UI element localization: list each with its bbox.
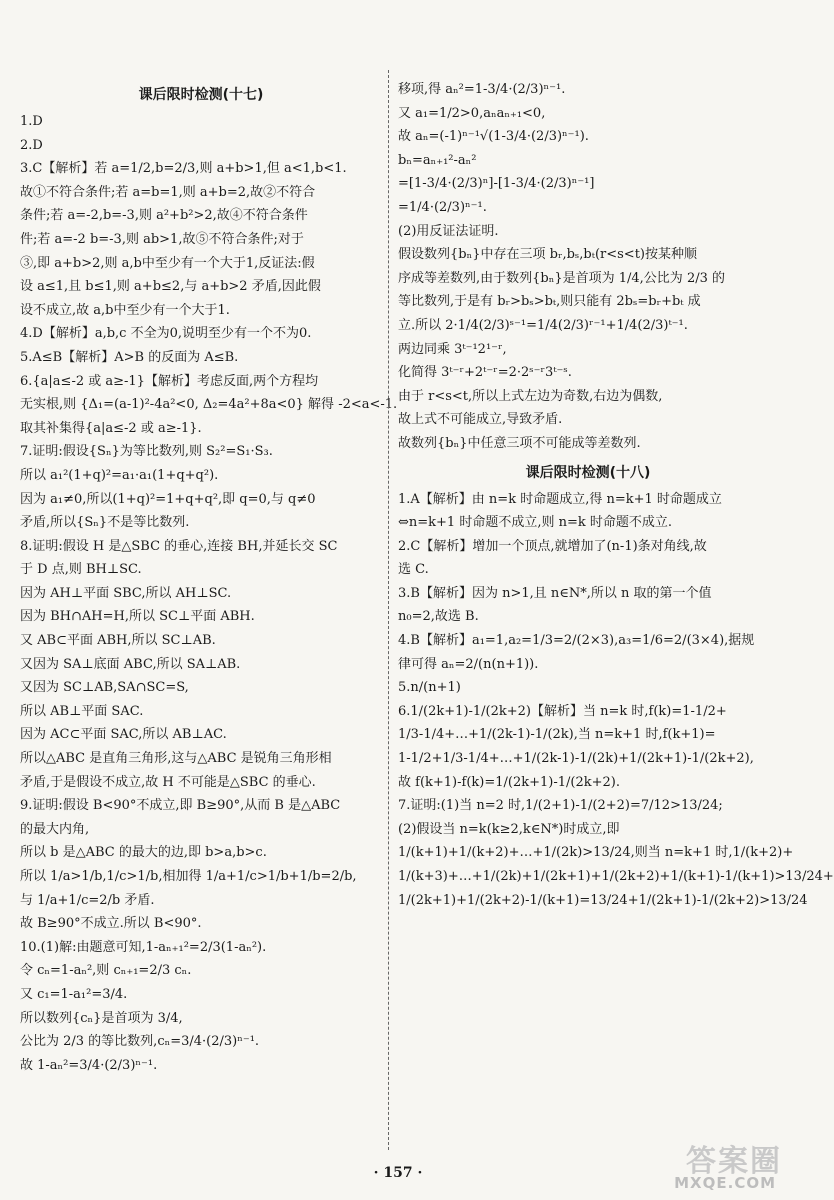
text-line: 2.C【解析】增加一个顶点,就增加了(n-1)条对角线,故 — [398, 538, 707, 554]
text-line: (2)用反证法证明. — [398, 223, 499, 239]
text-line: 因为 AC⊂平面 SAC,所以 AB⊥AC. — [20, 727, 227, 743]
text-line: =[1-3/4·(2/3)ⁿ]-[1-3/4·(2/3)ⁿ⁻¹] — [398, 176, 595, 192]
text-line: 1/(2k+1)+1/(2k+2)-1/(k+1)=13/24+1/(2k+1)-1/(2k+2)>13/24 — [398, 892, 808, 908]
text-line: 所以 1/a>1/b,1/c>1/b,相加得 1/a+1/c>1/b+1/b=2/b, — [20, 869, 357, 884]
text-line: 2.D — [20, 137, 43, 153]
text-line: 所以 b 是△ABC 的最大的边,即 b>a,b>c. — [20, 845, 267, 861]
text-line: 设 a≤1,且 b≤1,则 a+b≤2,与 a+b>2 矛盾,因此假 — [20, 279, 321, 295]
text-line: ⇔n=k+1 时命题不成立,则 n=k 时命题不成立. — [398, 515, 673, 531]
text-line: 移项,得 aₙ²=1-3/4·(2/3)ⁿ⁻¹. — [398, 82, 566, 97]
text-line: 于 D 点,则 BH⊥SC. — [20, 562, 142, 578]
text-line: 3.C【解析】若 a=1/2,b=2/3,则 a+b>1,但 a<1,b<1. — [20, 161, 347, 177]
watermark-text: 答案圈 — [686, 1144, 782, 1179]
text-line: 9.证明:假设 B<90°不成立,即 B≥90°,从而 B 是△ABC — [20, 798, 341, 814]
text-line: 3.B【解析】因为 n>1,且 n∈N*,所以 n 取的第一个值 — [398, 585, 712, 601]
text-line: 所以△ABC 是直角三角形,这与△ABC 是锐角三角形相 — [20, 751, 332, 767]
text-line: 7.证明:假设{Sₙ}为等比数列,则 S₂²=S₁·S₃. — [20, 444, 273, 460]
text-line: 故 aₙ=(-1)ⁿ⁻¹√(1-3/4·(2/3)ⁿ⁻¹). — [398, 129, 589, 145]
right-bottom-lines — [398, 488, 834, 913]
right-column — [398, 78, 834, 912]
text-line: =1/4·(2/3)ⁿ⁻¹. — [398, 199, 487, 215]
text-line: 10.(1)解:由题意可知,1-aₙ₊₁²=2/3(1-aₙ²). — [20, 939, 267, 955]
text-line: 1/(k+3)+…+1/(2k)+1/(2k+1)+1/(2k+2)+1/(k+1)-1/(k+1)>13/24+ — [398, 869, 834, 884]
text-line: 故数列{bₙ}中任意三项不可能成等差数列. — [398, 435, 641, 451]
text-line: 所以数列{cₙ}是首项为 3/4, — [20, 1010, 183, 1026]
text-line: 1/(k+1)+1/(k+2)+…+1/(2k)>13/24,则当 n=k+1 时,1/(k+2)+ — [398, 845, 794, 861]
text-line: 与 1/a+1/c=2/b 矛盾. — [20, 892, 155, 908]
watermark-logo — [634, 1136, 782, 1192]
text-line: 序成等差数列,由于数列{bₙ}是首项为 1/4,公比为 2/3 的 — [398, 270, 725, 286]
text-line: 因为 AH⊥平面 SBC,所以 AH⊥SC. — [20, 585, 232, 601]
text-line: 4.D【解析】a,b,c 不全为0,说明至少有一个不为0. — [20, 326, 312, 342]
text-line: bₙ=aₙ₊₁²-aₙ² — [398, 152, 477, 168]
text-line: 1.A【解析】由 n=k 时命题成立,得 n=k+1 时命题成立 — [398, 491, 722, 507]
right-top-lines — [398, 78, 778, 456]
text-line: 律可得 aₙ=2/(n(n+1)). — [398, 656, 539, 672]
text-line: 矛盾,于是假设不成立,故 H 不可能是△SBC 的垂心. — [20, 774, 316, 790]
text-line: 取其补集得{a|a≤-2 或 a≥-1}. — [20, 420, 202, 436]
text-line: 又因为 SC⊥AB,SA∩SC=S, — [20, 680, 189, 696]
text-line: 矛盾,所以{Sₙ}不是等比数列. — [20, 515, 190, 531]
section-title-17: 课后限时检测(十七) — [138, 87, 264, 103]
text-line: 件;若 a=-2 b=-3,则 ab>1,故⑤不符合条件;对于 — [20, 231, 304, 247]
text-line: 所以 a₁²(1+q)²=a₁·a₁(1+q+q²). — [20, 467, 219, 483]
text-line: 条件;若 a=-2,b=-3,则 a²+b²>2,故④不符合条件 — [20, 208, 308, 224]
text-line: 无实根,则 {Δ₁=(a-1)²-4a²<0, Δ₂=4a²+8a<0} 解得 -2<a<-1. — [20, 397, 398, 413]
text-line: 故 B≥90°不成立.所以 B<90°. — [20, 916, 202, 932]
text-line: 5.n/(n+1) — [398, 680, 461, 696]
text-line: 因为 a₁≠0,所以(1+q)²=1+q+q²,即 q=0,与 q≠0 — [20, 491, 316, 507]
text-line: (2)假设当 n=k(k≥2,k∈N*)时成立,即 — [398, 821, 620, 837]
column-divider — [388, 70, 389, 1150]
text-line: 又 AB⊂平面 ABH,所以 SC⊥AB. — [20, 633, 216, 649]
text-line: 故 1-aₙ²=3/4·(2/3)ⁿ⁻¹. — [20, 1057, 158, 1073]
text-line: 设不成立,故 a,b中至少有一个大于1. — [20, 302, 230, 318]
text-line: 化简得 3ᵗ⁻ʳ+2ᵗ⁻ʳ=2·2ˢ⁻ʳ3ᵗ⁻ˢ. — [398, 365, 572, 381]
page-number: · 157 · — [373, 1165, 423, 1181]
text-line: 故①不符合条件;若 a=b=1,则 a+b=2,故②不符合 — [20, 184, 316, 200]
text-line: 故上式不可能成立,导致矛盾. — [398, 412, 563, 428]
text-line: 选 C. — [398, 562, 429, 578]
left-lines — [20, 110, 398, 1077]
text-line: 由于 r<s<t,所以上式左边为奇数,右边为偶数, — [398, 388, 663, 404]
text-line: 两边同乘 3ᵗ⁻¹2¹⁻ʳ, — [398, 341, 507, 357]
text-line: 因为 BH∩AH=H,所以 SC⊥平面 ABH. — [20, 609, 255, 625]
text-line: ③,即 a+b>2,则 a,b中至少有一个大于1,反证法:假 — [20, 255, 315, 271]
text-line: 所以 AB⊥平面 SAC. — [20, 703, 144, 719]
text-line: 8.证明:假设 H 是△SBC 的垂心,连接 BH,并延长交 SC — [20, 538, 338, 554]
text-line: 6.{a|a≤-2 或 a≥-1}【解析】考虑反面,两个方程均 — [20, 373, 319, 389]
text-line: 7.证明:(1)当 n=2 时,1/(2+1)-1/(2+2)=7/12>13/24; — [398, 798, 723, 814]
text-line: 又 a₁=1/2>0,aₙaₙ₊₁<0, — [398, 105, 546, 121]
text-line: 立.所以 2·1/4(2/3)ˢ⁻¹=1/4(2/3)ʳ⁻¹+1/4(2/3)ᵗ⁻¹. — [398, 317, 688, 333]
text-line: 1-1/2+1/3-1/4+…+1/(2k-1)-1/(2k)+1/(2k+1)-1/(2k+2), — [398, 751, 754, 767]
text-line: 的最大内角, — [20, 821, 90, 837]
section-title-18: 课后限时检测(十八) — [525, 464, 651, 481]
text-line: 又因为 SA⊥底面 ABC,所以 SA⊥AB. — [20, 656, 241, 672]
text-line: 1/3-1/4+…+1/(2k-1)-1/(2k),当 n=k+1 时,f(k+1)= — [398, 727, 716, 743]
text-line: 公比为 2/3 的等比数列,cₙ=3/4·(2/3)ⁿ⁻¹. — [20, 1034, 260, 1050]
text-line: 令 cₙ=1-aₙ²,则 cₙ₊₁=2/3 cₙ. — [20, 963, 192, 979]
watermark-url: MXQE.COM — [674, 1174, 776, 1192]
text-line: 假设数列{bₙ}中存在三项 bᵣ,bₛ,bₜ(r<s<t)按某种顺 — [398, 247, 697, 263]
text-line: 4.B【解析】a₁=1,a₂=1/3=2/(2×3),a₃=1/6=2/(3×4),据规 — [398, 633, 755, 649]
text-line: 又 c₁=1-a₁²=3/4. — [20, 986, 128, 1002]
text-line: 6.1/(2k+1)-1/(2k+2)【解析】当 n=k 时,f(k)=1-1/2+ — [398, 703, 727, 719]
text-line: 5.A≤B【解析】A>B 的反面为 A≤B. — [20, 349, 239, 365]
text-line: 故 f(k+1)-f(k)=1/(2k+1)-1/(2k+2). — [398, 774, 620, 790]
text-line: 等比数列,于是有 bᵣ>bₛ>bₜ,则只能有 2bₛ=bᵣ+bₜ 成 — [398, 294, 701, 310]
text-line: n₀=2,故选 B. — [398, 609, 479, 625]
left-column — [20, 78, 398, 1077]
text-line: 1.D — [20, 114, 43, 129]
